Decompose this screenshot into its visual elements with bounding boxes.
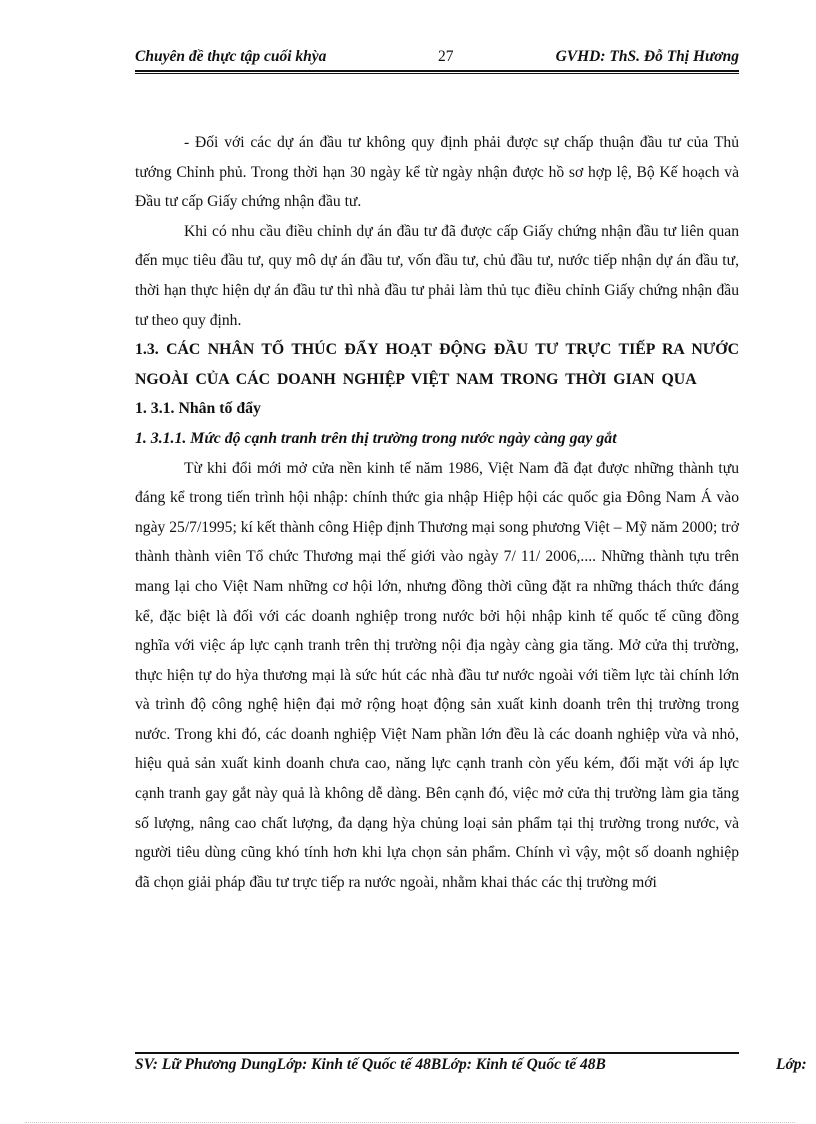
paragraph: - Đối với các dự án đầu tư không quy định phải được sự chấp thuận đầu tư của Thủ tướng Chỉnh phủ. Trong thời hạn 30 ngày kể từ ngày nhận được hồ sơ hợp lệ, Bộ Kế hoạch và Đầu tư cấp Giấy chứng nhận đầu tư.: [135, 134, 739, 211]
page-header: [135, 48, 739, 70]
page-number: 27: [438, 48, 454, 65]
paragraph: Khi có nhu cầu điều chỉnh dự án đầu tư đã được cấp Giấy chứng nhận đầu tư liên quan đến mục tiêu đầu tư, quy mô dự án đầu tư, vốn đầu tư, chủ đầu tư, nước tiếp nhận dự án đầu tư, thời hạn thực hiện dự án đầu tư thì nhà đầu tư phải làm thủ tục điều chỉnh Giấy chứng nhận đầu tư theo quy định.: [135, 222, 739, 329]
footer-class: Lớp:: [776, 1056, 807, 1073]
subsection-heading: 1. 3.1. Nhân tố đẩy: [135, 400, 261, 418]
header-rule: [135, 70, 739, 72]
header-rule-thin: [135, 73, 739, 74]
paragraph: Từ khi đổi mới mở cửa nền kinh tế năm 1986, Việt Nam đã đạt được những thành tựu đáng kể trong tiến trình hội nhập: chính thức gia nhập Hiệp hội các quốc gia Đông Nam Á vào ngày 25/7/1995; kí kết thành công Hiệp định Thương mại song phương Việt – Mỹ năm 2000; trở thành thành viên Tổ chức Thương mại thế giới vào ngày 7/ 11/ 2006,.... Những thành tựu trên mang lại cho Việt Nam những cơ hội lớn, nhưng đồng thời cũng đặt ra những thách thức đáng kể, đặc biệt là đối với các doanh nghiệp trong nước bởi hội nhập kinh tế quốc tế cũng đồng nghĩa với việc áp lực cạnh tranh trên thị trường nội địa ngày càng gia tăng. Mở cửa thị trường, thực hiện tự do hỳa thương mại là sức hút các nhà đầu tư nước ngoài với tiềm lực tài chính lớn và trình độ công nghệ hiện đại mở rộng hoạt động sản xuất kinh doanh trên thị trường trong nước. Trong khi đó, các doanh nghiệp Việt Nam phần lớn đều là các doanh nghiệp vừa và nhỏ, hiệu quả sản xuất kinh doanh chưa cao, năng lực cạnh tranh còn yếu kém, đối mặt với áp lực cạnh tranh gay gắt này quả là không dễ dàng. Bên cạnh đó, việc mở cửa thị trường làm gia tăng số lượng, nâng cao chất lượng, đa dạng hỳa chủng loại sản phẩm tại thị trường trong nước, và người tiêu dùng cũng khó tính hơn khi lựa chọn sản phẩm. Chính vì vậy, một số doanh nghiệp đã chọn giải pháp đầu tư trực tiếp ra nước ngoài, nhằm khai thác các thị trường mới: [135, 459, 739, 891]
header-supervisor: GVHD: ThS. Đỗ Thị Hương: [555, 48, 739, 65]
footer-rule: [135, 1052, 739, 1054]
section-heading: 1.3. CÁC NHÂN TỐ THÚC ĐẨY HOẠT ĐỘNG ĐẦU TƯ TRỰC TIẾP RA NƯỚC NGOÀI CỦA CÁC DOANH NGHIỆP VIỆT NAM TRONG THỜI GIAN QUA: [135, 341, 739, 388]
page-footer: [135, 1056, 816, 1074]
header-title: Chuyên đề thực tập cuối khỳa: [135, 48, 327, 65]
document-body: [135, 128, 739, 897]
footer-student: SV: Lữ Phương DungLớp: Kinh tế Quốc tế 48BLớp: Kinh tế Quốc tế 48B: [135, 1056, 606, 1073]
subsubsection-heading: 1. 3.1.1. Mức độ cạnh tranh trên thị trường trong nước ngày càng gay gắt: [135, 429, 617, 447]
